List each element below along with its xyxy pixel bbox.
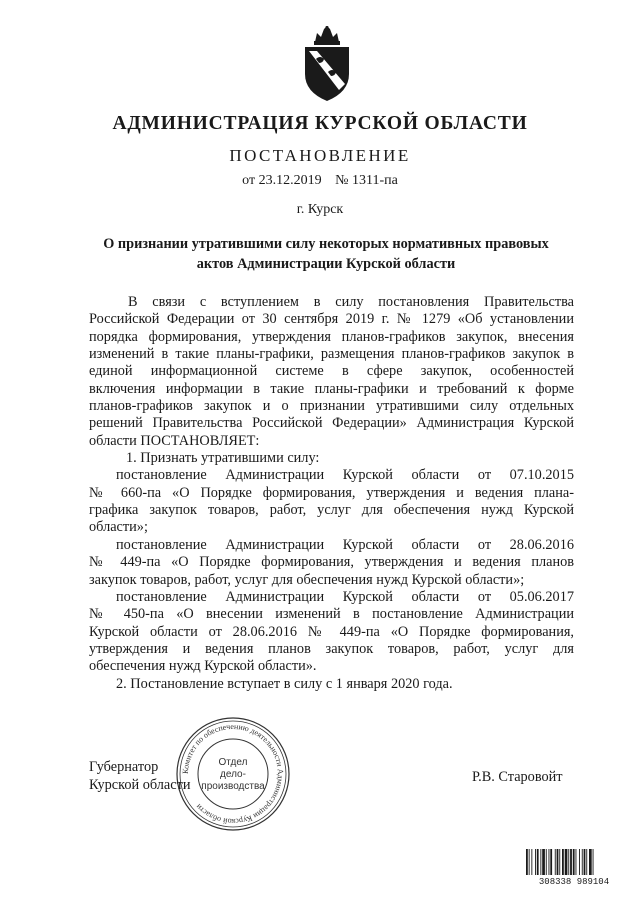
body-line: В связи с вступлением в силу постановления Правительства: [128, 294, 574, 310]
body-line: включения информации в такие планы-графики и требований к форме: [89, 380, 574, 397]
body-line: постановление Администрации Курской области от 07.10.2015: [116, 467, 574, 484]
list-item-1: 1. Признать утратившими силу:: [126, 450, 320, 467]
body-line: Российской Федерации от 30 сентября 2019 г. № 1279 «Об установлении: [89, 311, 574, 328]
document-date: от 23.12.2019: [242, 173, 322, 188]
subject-line: О признании утратившими силу некоторых нормативных правовых: [103, 236, 549, 252]
document-subject: [100, 234, 552, 274]
body-line: единой информационной системе в сфере закупок, особенностей: [89, 363, 574, 380]
barcode-number: 308338 989104: [538, 877, 610, 886]
stamp-center-text: Отдел: [218, 757, 248, 768]
body-line: постановление Администрации Курской области от 05.06.2017: [116, 588, 574, 605]
body-line: постановление Администрации Курской области от 28.06.2016: [116, 536, 574, 553]
signature-title-line: Курской области: [89, 777, 191, 793]
document-date-number: [0, 173, 640, 189]
document-type: ПОСТАНОВЛЕНИЕ: [229, 146, 411, 165]
body-line: порядка формирования, утверждения планов-графиков закупок, внесения: [89, 328, 574, 345]
body-line: № 450-па «О внесении изменений в постановление Администрации: [89, 606, 574, 623]
signatory-name: Р.В. Старовойт: [472, 769, 563, 785]
document-number: № 1311-па: [335, 173, 398, 188]
body-line: графика закупок товаров, работ, услуг для обеспечения нужд Курской: [89, 502, 574, 519]
body-line: изменений в такие планы-графики, размещения планов-графиков закупок в: [89, 346, 574, 363]
coat-of-arms-emblem: [295, 26, 359, 102]
subject-line: актов Администрации Курской области: [196, 256, 456, 272]
body-line: планов-графиков закупок и о признании утратившими силу отдельных: [89, 398, 574, 415]
signature-title: [89, 758, 191, 794]
body-line: области»;: [89, 519, 148, 536]
document-stamp: [174, 715, 292, 833]
body-line: № 449-па «О Порядке формирования, утверждения и ведения планов: [89, 554, 574, 571]
body-line: обеспечения нужд Курской области».: [89, 658, 317, 675]
document-body: [89, 294, 574, 693]
body-line: утверждения и ведения планов закупок товаров, работ, услуг для: [89, 640, 574, 657]
body-line: области ПОСТАНОВЛЯЕТ:: [89, 432, 260, 449]
document-place: г. Курск: [296, 202, 344, 217]
body-line: Курской области от 28.06.2016 № 449-па «О Порядке формирования,: [89, 623, 574, 640]
stamp-ring-text: Комитет по обеспечению деятельности Администрации Курской области: [180, 721, 286, 827]
signature-title-line: Губернатор: [89, 759, 159, 775]
body-line: решений Правительства Российской Федерации» Администрация Курской: [89, 415, 574, 432]
list-item-2: 2. Постановление вступает в силу с 1 января 2020 года.: [116, 675, 453, 692]
body-line: закупок товаров, работ, услуг для обеспечения нужд Курской области»;: [89, 571, 525, 588]
barcode: [524, 848, 624, 886]
stamp-center-text: дело-: [220, 769, 246, 780]
organization-title: АДМИНИСТРАЦИЯ КУРСКОЙ ОБЛАСТИ: [112, 113, 528, 134]
body-line: № 660-па «О Порядке формирования, утверждения и ведения плана-: [89, 484, 574, 501]
stamp-center-text: производства: [201, 781, 265, 792]
